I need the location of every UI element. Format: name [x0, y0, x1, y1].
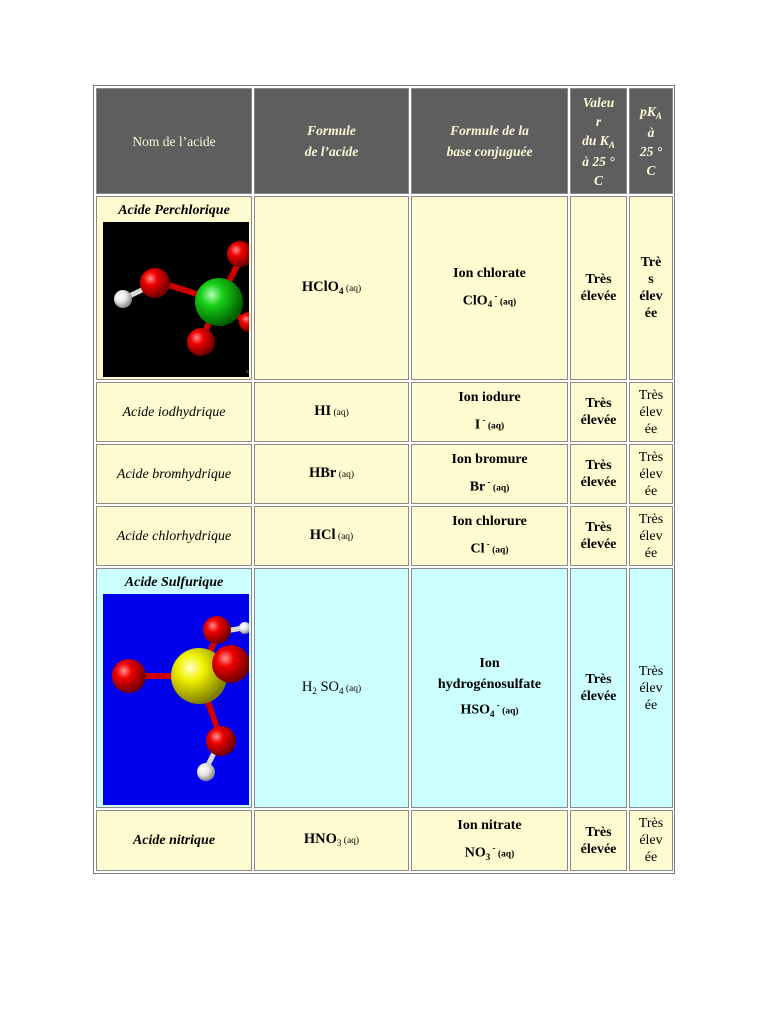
row-bromhydric-pka — [629, 444, 673, 504]
header-ka-line2: r — [595, 113, 602, 129]
base-formula: $HSO_4$ - (aq) — [460, 700, 519, 719]
ka-line1: Très — [585, 272, 612, 287]
acid-name: Acide chlorhydrique — [116, 528, 232, 544]
pka-line1: Très — [638, 816, 664, 831]
pka-line1: Très — [638, 449, 664, 465]
acid-name: Acide iodhydrique — [122, 404, 226, 420]
acid-formula: HBr (aq) — [308, 464, 355, 481]
row-chlorhydric-ka — [570, 506, 627, 566]
acid-name: Acide nitrique — [132, 833, 216, 848]
row-perchloric-formula — [254, 196, 409, 380]
header-pka-line3: 25 ° — [639, 144, 663, 159]
pka-line2: élev — [639, 466, 663, 482]
row-nitric-pka — [629, 810, 673, 871]
ka-line2: élevée — [580, 413, 617, 428]
acid-name: Acide Perchlorique — [118, 203, 230, 218]
row-chlorhydric-pka — [629, 506, 673, 566]
pka-line3: ée — [644, 483, 658, 499]
sulfuric-acid-molecule-image — [103, 594, 249, 805]
pka-line1: Très — [638, 663, 664, 679]
acid-formula: $HNO_3$ (aq) — [303, 831, 360, 848]
perchloric-acid-molecule-image — [103, 222, 249, 377]
acid-formula: HClO$_4$ (aq) — [301, 278, 362, 296]
acid-formula: HI (aq) — [314, 402, 349, 419]
header-ka-line5: C — [593, 172, 603, 188]
base-name: Ion chlorure — [452, 513, 527, 529]
row-bromhydric-name — [96, 444, 252, 504]
pka-line1: Très — [638, 511, 664, 527]
base-formula: I - (aq) — [474, 414, 505, 433]
pka-line1: Très — [638, 387, 664, 403]
header-pka-line1: $pK_A$ — [640, 104, 662, 121]
header-ka-line1: Valeu — [582, 94, 615, 110]
row-perchloric-base — [411, 196, 568, 380]
acid-name: Acide bromhydrique — [116, 466, 232, 482]
pka-line1: Trè — [640, 255, 662, 270]
header-formula — [254, 88, 409, 194]
row-perchloric-name — [96, 196, 252, 380]
ka-line1: Très — [585, 458, 612, 473]
base-formula: $NO_3$ - (aq) — [464, 843, 515, 862]
row-iodhydric-ka — [570, 382, 627, 442]
row-perchloric-ka — [570, 196, 627, 380]
row-sulfuric-name — [96, 568, 252, 808]
header-name — [96, 88, 252, 194]
ka-line1: Très — [585, 824, 612, 840]
row-iodhydric-base — [411, 382, 568, 442]
base-name-line1: Ion — [479, 656, 500, 672]
header-base-line2: base conjuguée — [446, 144, 533, 159]
row-nitric-base — [411, 810, 568, 871]
ka-line2: élevée — [580, 689, 617, 704]
row-bromhydric-base — [411, 444, 568, 504]
base-formula: ClO$_4$ - (aq) — [462, 290, 517, 310]
base-formula: Cl - (aq) — [470, 538, 509, 557]
row-iodhydric-name — [96, 382, 252, 442]
pka-line2: élev — [639, 680, 663, 696]
pka-line3: ée — [644, 545, 658, 561]
row-iodhydric-pka — [629, 382, 673, 442]
row-nitric-ka — [570, 810, 627, 871]
header-base-line1: Formule de la — [450, 123, 529, 138]
header-pka — [629, 88, 673, 194]
row-chlorhydric-base — [411, 506, 568, 566]
base-name: Ion nitrate — [457, 818, 522, 834]
base-formula: Br - (aq) — [469, 476, 510, 495]
row-nitric-formula — [254, 810, 409, 871]
header-ka-subscript: A — [608, 139, 615, 150]
ka-line1: Très — [585, 520, 612, 535]
header-ka-line4: à 25 ° — [582, 153, 615, 169]
pka-line2: élev — [639, 833, 663, 848]
acid-name: Acide Sulfurique — [124, 575, 224, 590]
header-ka — [570, 88, 627, 194]
ka-line1: Très — [585, 672, 612, 687]
ka-line2: élevée — [580, 841, 617, 857]
row-sulfuric-ka — [570, 568, 627, 808]
pka-line2: élev — [639, 528, 663, 544]
pka-line3: ée — [644, 850, 658, 865]
row-bromhydric-ka — [570, 444, 627, 504]
header-pka-line2: à — [647, 125, 655, 140]
acid-table — [93, 85, 675, 874]
header-formula-line1: Formule — [307, 123, 356, 138]
pka-line3: ée — [644, 421, 658, 437]
row-iodhydric-formula — [254, 382, 409, 442]
ka-line2: élevée — [580, 537, 617, 552]
pka-line4: ée — [644, 306, 658, 321]
ka-line2: élevée — [580, 475, 617, 490]
row-chlorhydric-name — [96, 506, 252, 566]
row-bromhydric-formula — [254, 444, 409, 504]
row-sulfuric-formula — [254, 568, 409, 808]
ka-line1: Très — [585, 396, 612, 411]
acid-formula: HCl (aq) — [309, 526, 354, 543]
base-name: Ion bromure — [451, 451, 528, 467]
header-formula-line2: de l’acide — [304, 144, 359, 159]
header-name-label: Nom de l’acide — [132, 133, 216, 149]
svg-text:x: x — [246, 369, 249, 375]
header-pka-subscript: A — [655, 111, 662, 121]
header-pka-line4: C — [646, 163, 656, 178]
row-sulfuric-pka — [629, 568, 673, 808]
row-perchloric-pka — [629, 196, 673, 380]
ka-line2: élevée — [580, 289, 617, 304]
pka-line3: élev — [639, 289, 663, 304]
header-ka-line3: du $K_A$ — [582, 132, 615, 150]
row-nitric-name — [96, 810, 252, 871]
pka-line2: s — [648, 272, 654, 287]
base-name: Ion chlorate — [453, 265, 526, 281]
header-base — [411, 88, 568, 194]
row-sulfuric-base — [411, 568, 568, 808]
row-chlorhydric-formula — [254, 506, 409, 566]
base-name-line2: hydrogénosulfate — [437, 677, 542, 693]
base-name: Ion iodure — [458, 389, 521, 405]
acid-formula: $H_2$ $SO_4$ (aq) — [301, 678, 362, 696]
pka-line2: élev — [639, 404, 663, 420]
pka-line3: ée — [644, 697, 658, 713]
